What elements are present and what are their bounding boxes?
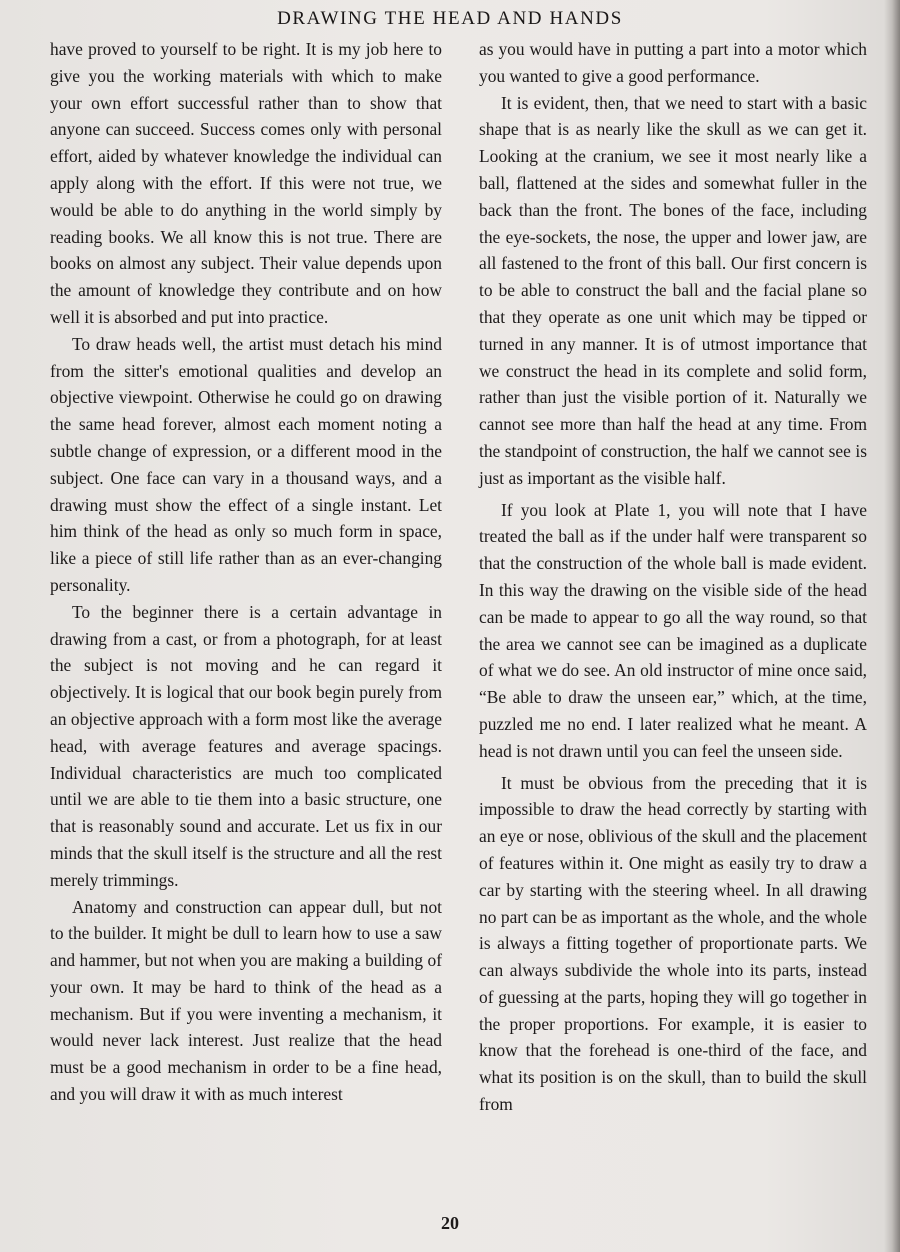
paragraph: If you look at Plate 1, you will note that I have treated the ball as if the under half were transparent so that the construction of the whole ball is made evident. In this way the drawing on the visible side of the head can be made to appear to go all the way round, so that the area we cannot see can be imagined as a duplicate of what we do see. An old instructor of mine once said, “Be able to draw the unseen ear,” which, at the time, puzzled me no end. I later realized what he meant. A head is not drawn until you can feel the unseen side. — [479, 499, 867, 761]
page-number: 20 — [441, 1213, 459, 1233]
paragraph: To the beginner there is a certain advantage in drawing from a cast, or from a photograph, for at least the subject is not moving and he can regard it objectively. It is logical that our book begin purely from an objective approach with a form most like the average head, with average features and average spacings. Individual characteristics are much too complicated until we are able to tie them into a basic structure, one that is reasonably sound and accurate. Let us fix in our minds that the skull itself is the structure and all the rest merely trimmings. — [50, 601, 442, 890]
paragraph: To draw heads well, the artist must detach his mind from the sitter's emotional qualities and develop an objective viewpoint. Otherwise he could go on drawing the same head forever, almost each moment noting a subtle change of expression, or a different mood in the subject. One face can vary in a thousand ways, and a drawing must show the effect of a single instant. Let him think of the head as only so much form in space, like a piece of still life rather than as an ever-changing personality. — [50, 333, 442, 595]
paragraph: as you would have in putting a part into a motor which you wanted to give a good performance. — [479, 39, 867, 86]
running-header: DRAWING THE HEAD AND HANDS — [277, 8, 623, 29]
paragraph: It must be obvious from the preceding that it is impossible to draw the head correctly by starting with an eye or nose, oblivious of the skull and the placement of features within it. One might as easily try to draw a car by starting with the steering wheel. In all drawing no part can be as important as the whole, and the whole is always a fitting together of proportionate parts. We can always subdivide the whole into its parts, instead of guessing at the parts, hoping they will go together in the proper proportions. For example, it is easier to know that the forehead is one-third of the face, and what its position is on the skull, than to build the skull from — [479, 772, 867, 1115]
right-column — [479, 36, 867, 1118]
paragraph: It is evident, then, that we need to start with a basic shape that is as nearly like the skull as we can get it. Looking at the cranium, we see it most nearly like a ball, flattened at the sides and somewhat fuller in the back than the front. The bones of the face, including the eye-sockets, the nose, the upper and lower jaw, are all fastened to the front of this ball. Our first concern is to be able to construct the ball and the facial plane so that they operate as one unit which may be tipped or turned in any manner. It is of utmost importance that we construct the head in its complete and solid form, rather than just the visible portion of it. Naturally we cannot see more than half the head at any time. From the standpoint of construction, the half we cannot see is just as important as the visible half. — [479, 92, 867, 488]
paragraph: have proved to yourself to be right. It is my job here to give you the working materials with which to make your own effort successful rather than to show that anyone can succeed. Success comes only with personal effort, aided by whatever knowledge the individual can apply along with the effort. If this were not true, we would be able to do anything in the world simply by reading books. We all know this is not true. There are books on almost any subject. Their value depends upon the amount of knowledge they contribute and on how well it is absorbed and put into practice. — [50, 39, 442, 327]
paragraph: Anatomy and construction can appear dull, but not to the builder. It might be dull to learn how to use a saw and hammer, but not when you are making a building of your own. It may be hard to think of the head as a mechanism. But if you were inventing a mechanism, it would never lack interest. Just realize that the head must be a good mechanism in order to be a fine head, and you will draw it with as much interest — [50, 896, 442, 1105]
left-column — [50, 36, 442, 1108]
binding-shadow — [884, 0, 900, 1252]
